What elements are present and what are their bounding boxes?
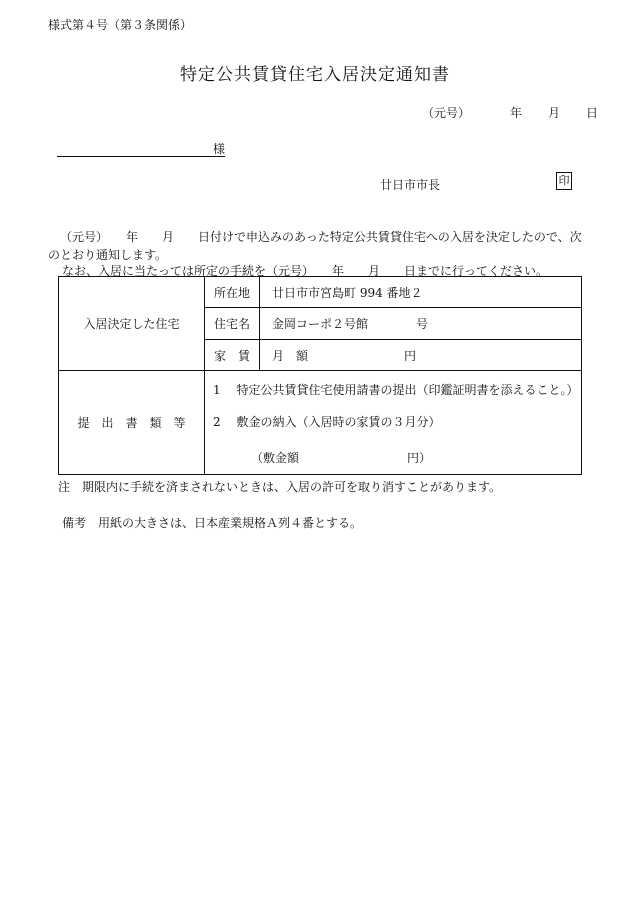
doc-item-2: 2 敷金の納入（入居時の家賃の３月分） <box>213 415 441 429</box>
housing-category-cell: 入居決定した住宅 <box>59 277 205 371</box>
date-day: 日 <box>586 106 599 120</box>
location-value: 廿日市市宮島町 994 番地２ <box>260 277 582 308</box>
date-era: （元号） <box>422 106 471 120</box>
date-month: 月 <box>548 106 561 120</box>
issuer-name: 廿日市市長 <box>380 178 441 192</box>
note-text: 注 期限内に手続を済まされないときは、入居の許可を取り消すことがあります。 <box>58 480 502 494</box>
doc-item-1: 1 特定公共賃貸住宅使用請書の提出（印鑑証明書を添えること。） <box>213 383 579 397</box>
housing-table <box>58 276 582 475</box>
housing-name-value: 金岡コーポ２号館 号 <box>260 308 582 340</box>
seal-box: 印 <box>556 172 572 190</box>
rent-label: 家 賃 <box>205 340 260 371</box>
document-title: 特定公共賃貸住宅入居決定通知書 <box>180 65 450 85</box>
form-number: 様式第４号（第３条関係） <box>48 18 193 32</box>
procedure-paragraph: なお、入居に当たっては所定の手続を（元号） 年 月 日までに行ってください。 <box>62 264 549 278</box>
docs-category-cell: 提 出 書 類 等 <box>59 371 205 475</box>
docs-list-cell <box>205 371 582 475</box>
location-label: 所在地 <box>205 277 260 308</box>
rent-value: 月 額 円 <box>260 340 582 371</box>
deposit-amount: （敷金額 円） <box>251 451 432 465</box>
notice-line-2: のとおり通知します。 <box>48 248 168 262</box>
remark-text: 備考 用紙の大きさは、日本産業規格Ａ列４番とする。 <box>62 516 363 530</box>
notice-line-1: （元号） 年 月 日付けで申込みのあった特定公共賃貸住宅への入居を決定したので、次 <box>60 230 582 244</box>
date-year: 年 <box>510 106 523 120</box>
recipient-line <box>57 140 225 157</box>
date-line <box>422 104 598 121</box>
recipient-honorific: 様 <box>212 142 225 156</box>
housing-name-label: 住宅名 <box>205 308 260 340</box>
notice-paragraph <box>48 228 583 264</box>
